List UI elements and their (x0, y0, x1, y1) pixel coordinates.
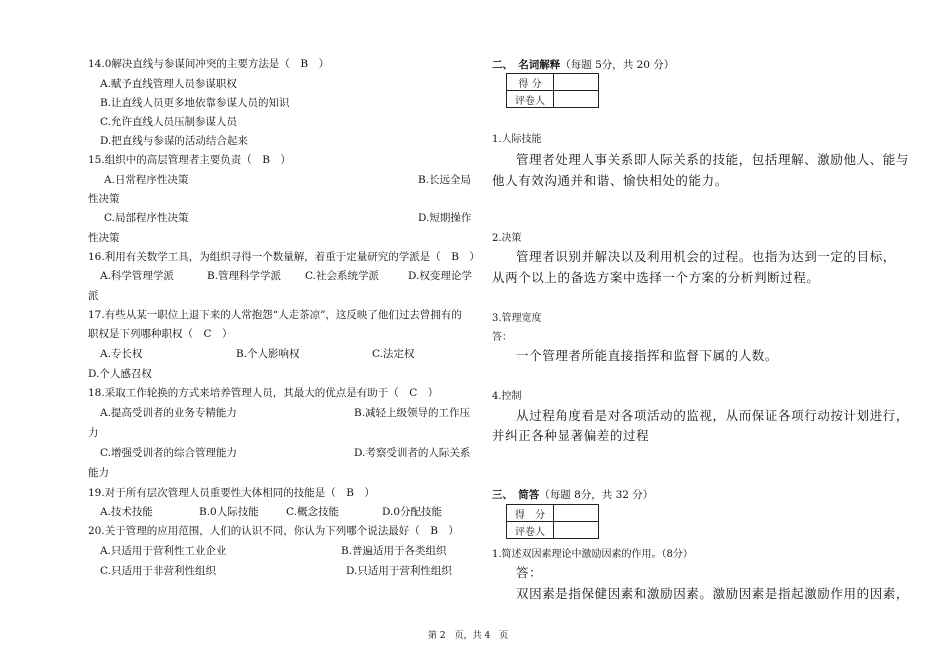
q17-option-a: A.专长权 (100, 348, 143, 360)
q15-option-d: D.短期操作 (418, 212, 472, 224)
grader-label: 评卷人 (507, 522, 554, 539)
q18-option-d-cont: 能力 (88, 467, 109, 479)
section-2-score-table (506, 73, 599, 108)
q15-option-c: C.局部程序性决策 (104, 212, 189, 224)
q17-option-b: B.个人影响权 (236, 348, 300, 360)
term-2-heading: 2.决策 (492, 233, 522, 244)
term-2-line-2: 从两个以上的备选方案中选择一个方案的分析判断过程。 (492, 270, 820, 285)
score-cell (554, 505, 599, 522)
q14-stem: 14.0解决直线与参谋间冲突的主要方法是（ B ） (88, 58, 330, 70)
q17-option-c: C.法定权 (372, 348, 415, 360)
term-3-heading: 3.管理宽度 (492, 313, 542, 324)
q19-option-a: A.技术技能 (100, 506, 153, 518)
q15-option-a: A.日常程序性决策 (104, 174, 189, 186)
q14-option-a: A.赋予直线管理人员参谋职权 (100, 78, 237, 90)
q20-option-c: C.只适用于非营利性组织 (100, 565, 216, 577)
score-label: 得 分 (507, 74, 554, 91)
term-1-heading: 1.人际技能 (492, 134, 542, 145)
term-1-line-1: 管理者处理人事关系即人际关系的技能，包括理解、激励他人、能与 (516, 152, 910, 167)
q17-option-d: D.个人感召权 (88, 368, 152, 380)
q16-stem: 16.利用有关数学工具，为组织寻得一个数量解，着重于定量研究的学派是（ B ） (88, 251, 480, 263)
q16-option-c: C.社会系统学派 (305, 270, 379, 282)
q20-option-a: A.只适用于营利性工业企业 (100, 545, 227, 557)
q20-option-d: D.只适用于营利性组织 (346, 565, 452, 577)
grader-cell (554, 91, 599, 108)
score-cell (554, 74, 599, 91)
q16-option-a: A.科学管理学派 (100, 270, 174, 282)
term-4-heading: 4.控制 (492, 391, 522, 402)
q18-option-b-cont: 力 (88, 427, 99, 439)
term-2-line-1: 管理者识别并解决以及利用机会的过程。也指为达到一定的目标， (516, 249, 896, 264)
q19-stem: 19.对于所有层次管理人员重要性大体相同的技能是（ B ） (88, 487, 375, 499)
short-answer-1-answer-label: 答： (516, 565, 543, 580)
q18-option-b: B.减轻上级领导的工作压 (354, 407, 471, 419)
q19-option-c: C.概念技能 (286, 506, 339, 518)
grader-label: 评卷人 (507, 91, 554, 108)
section-3-score-table (506, 504, 599, 539)
score-label: 得 分 (507, 505, 554, 522)
q16-option-b: B.管理科学学派 (207, 270, 282, 282)
q18-option-d: D.考察受训者的人际关系 (354, 447, 471, 459)
short-answer-1-heading: 1.简述双因素理论中激励因素的作用。（8分） (492, 549, 693, 560)
term-4-line-1: 从过程角度看是对各项活动的监视，从而保证各项行动按计划进行， (516, 408, 910, 423)
q16-option-d: D.权变理论学 (408, 270, 472, 282)
q20-option-b: B.普遍适用于各类组织 (341, 545, 447, 557)
q15-stem: 15.组织中的高层管理者主要负责（ B ） (88, 154, 291, 166)
q14-option-b: B.让直线人员更多地依靠参谋人员的知识 (100, 97, 290, 109)
term-3-answer-label: 答： (492, 332, 512, 343)
q15-option-b: B.长远全局 (418, 174, 472, 186)
short-answer-1-line-1: 双因素是指保健因素和激励因素。激励因素是指起激励作用的因素， (516, 586, 910, 601)
grader-cell (554, 522, 599, 539)
q16-option-d-cont: 派 (88, 290, 99, 302)
page-footer: 第 2 页，共 4 页 (428, 631, 509, 641)
term-3-line-1: 一个管理者所能直接指挥和监督下属的人数。 (516, 348, 779, 363)
q14-option-c: C.允许直线人员压制参谋人员 (100, 116, 237, 128)
section-3-title (492, 487, 653, 502)
q14-option-d: D.把直线与参谋的活动结合起来 (100, 135, 248, 147)
term-4-line-2: 并纠正各种显著偏差的过程 (492, 428, 650, 443)
section-3-points: （每题 8分，共 32 分） (539, 489, 654, 501)
q18-option-a: A.提高受训者的业务专精能力 (100, 407, 237, 419)
q18-stem: 18.采取工作轮换的方式来培养管理人员，其最大的优点是有助于（ C ） (88, 387, 439, 399)
section-2-title (492, 57, 674, 72)
q17-stem-cont: 职权是下列哪种职权（ C ） (88, 328, 233, 340)
term-1-line-2: 他人有效沟通并和谐、愉快相处的能力。 (492, 173, 728, 188)
q15-option-d-cont: 性决策 (88, 232, 120, 244)
section-3-heading: 三、 简答 (492, 489, 540, 501)
section-2-points: （每题 5分，共 20 分） (560, 59, 675, 71)
q18-option-c: C.增强受训者的综合管理能力 (100, 447, 237, 459)
q17-stem: 17.有些从某一职位上退下来的人常抱怨“人走茶凉”，这反映了他们过去曾拥有的 (88, 309, 462, 321)
q20-stem: 20.关于管理的应用范围，人们的认识不同，你认为下列哪个说法最好（ B ） (88, 525, 459, 537)
q19-option-b: B.0人际技能 (199, 506, 259, 518)
q19-option-d: D.0分配技能 (382, 506, 443, 518)
q15-option-b-cont: 性决策 (88, 193, 120, 205)
section-2-heading: 二、 名词解释 (492, 59, 561, 71)
